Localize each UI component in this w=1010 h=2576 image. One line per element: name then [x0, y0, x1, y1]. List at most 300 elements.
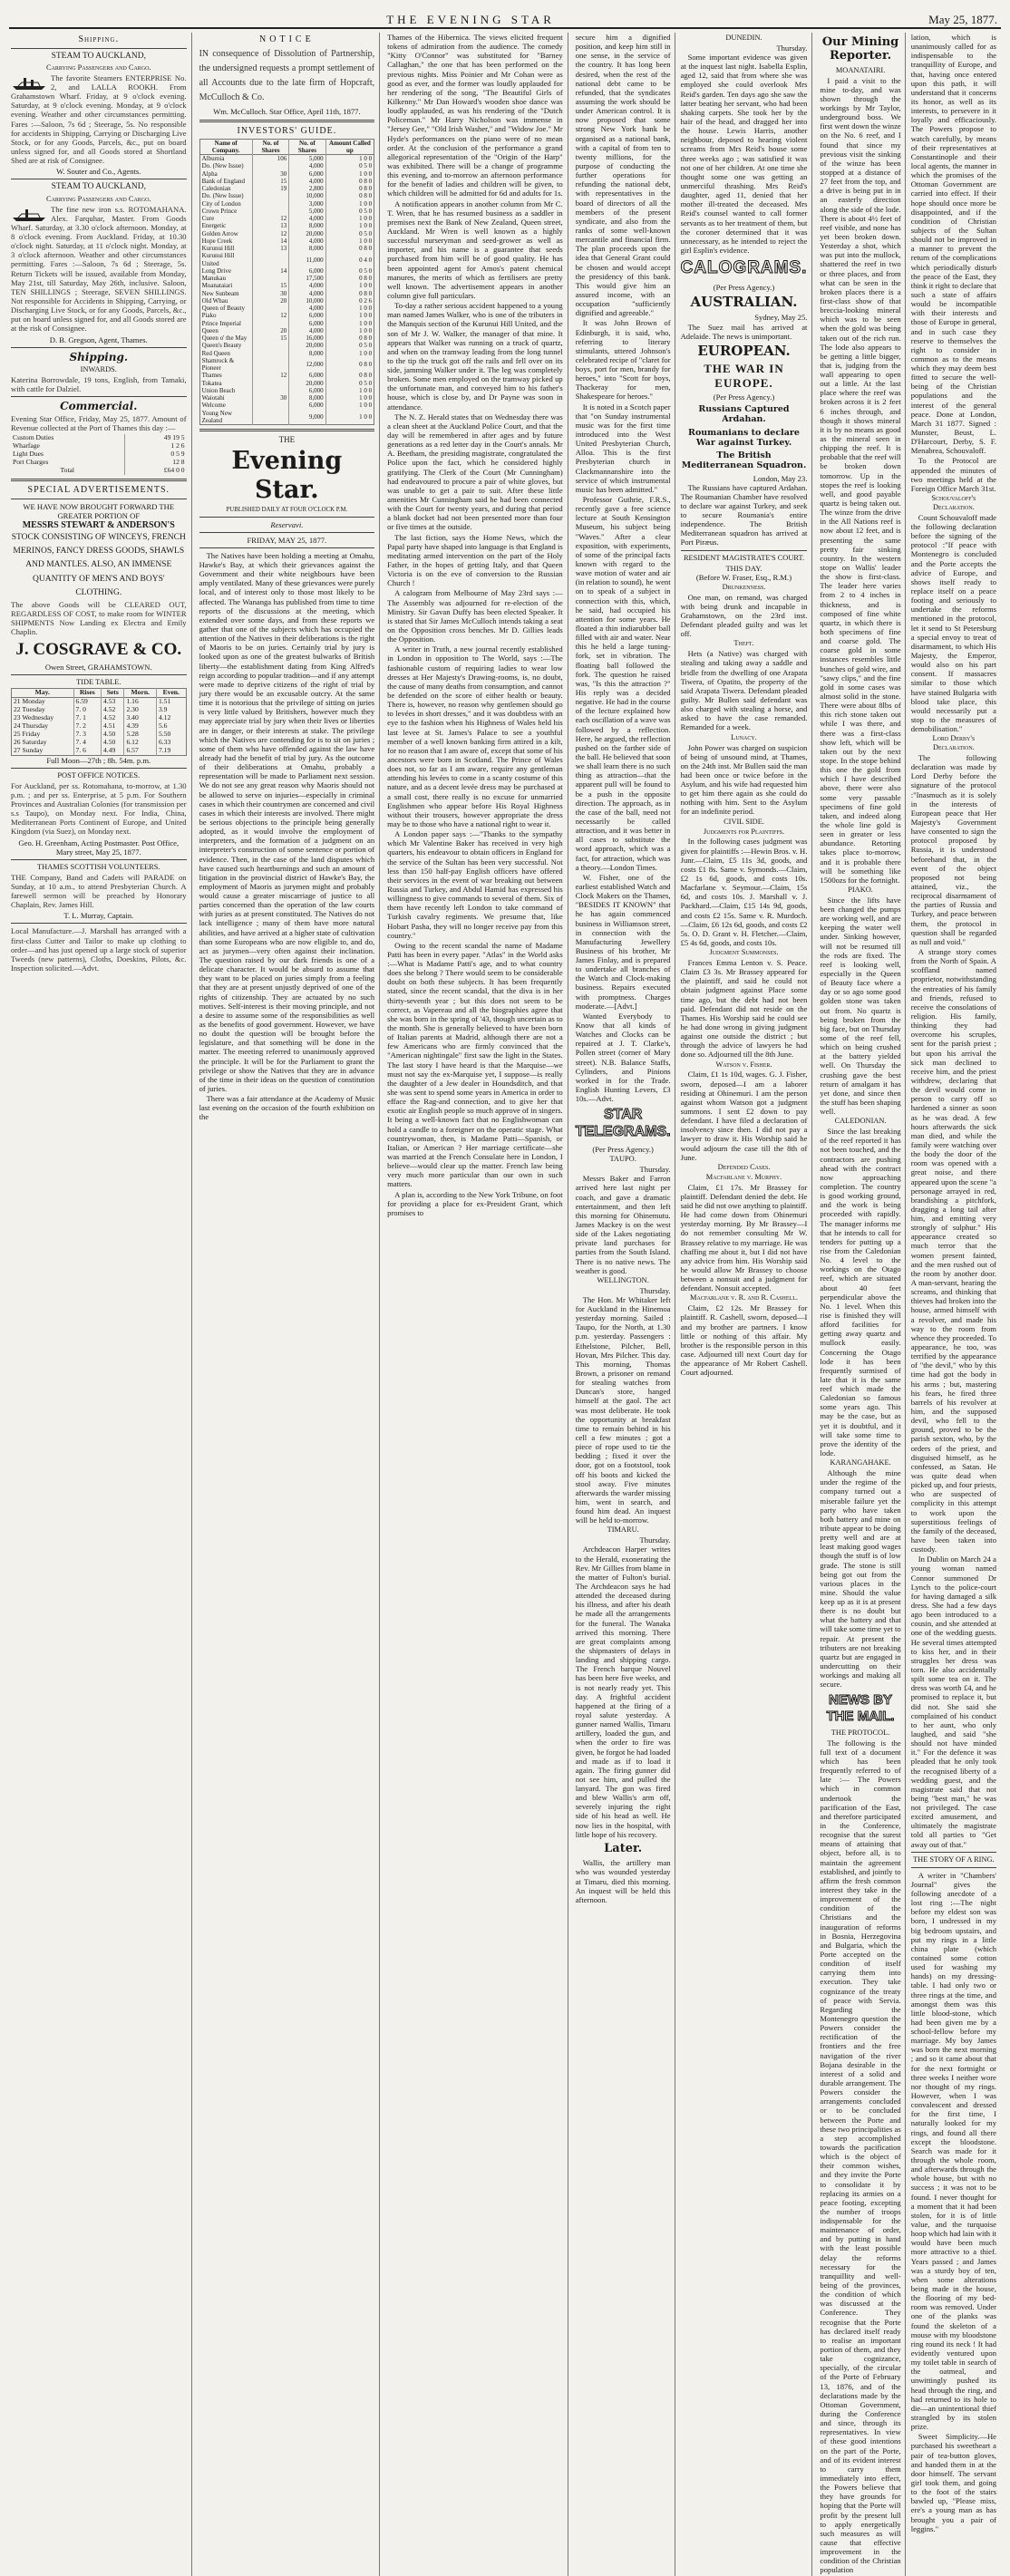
caledonian-heading: CALEDONIAN. — [834, 1117, 887, 1126]
volunteers-body: THE Company, Band and Cadets will PARADE on Sunday, at 10 a.m., to attend Presbyterian Church. A farewell sermon will be preached by Honorary Chaplain, Rev. James Hill. — [11, 872, 187, 910]
table-cell: 14 — [252, 237, 288, 245]
ad1-title: STEAM TO AUCKLAND, — [51, 51, 146, 61]
lunacy-body: John Power was charged on suspicion of being of unsound mind, at Thames, on the 24th inst. Mr Bullen said the man had been once or twice before in the Asylum, and his wife had requested him to get him there again as she could do nothing with him. Sent to the Asylum for an indefinite period. — [680, 742, 808, 817]
rm-court-judge: (Before W. Fraser, Esq., R.M.) — [695, 572, 792, 582]
wellington-heading: WELLINGTON. — [597, 1275, 649, 1284]
table-cell: Waiotahi — [199, 394, 252, 402]
shipping-heading: Shipping. — [78, 34, 120, 44]
inwards-heading: INWARDS. — [80, 364, 117, 373]
protocol-appendix: To the Protocol are appended the minutes of two meetings held at the Foreign Office March 31st. — [910, 456, 996, 493]
table-cell — [252, 252, 288, 267]
table-cell — [252, 342, 288, 349]
column-3 — [385, 33, 568, 2576]
table-cell: 1 0 0 — [359, 215, 373, 223]
table-cell: 6,000 — [289, 170, 325, 178]
dunedin-heading: DUNEDIN. — [725, 34, 762, 42]
australian-heading: AUSTRALIAN. — [690, 293, 798, 310]
table-row — [199, 290, 374, 297]
editorial: The Natives have been holding a meeting at Omahu, Hawke's Bay, at which their grievances against the Government and their white neighbours have been amply ventilated. Many of these grievances were purely local, and of interest only to those most likely to be affected. The Wananga has published from time to time reports of the discussions at the meeting, which extended over some days, and from these reports we gather that one of the subjects which has occupied the attention of the Natives in their deliberations is the right of Maoris to be on juries. Certainly trial by jury is looked upon as one of the greatest bulwarks of British liberty—the establishment dating from King Alfred's reign according to popular tradition—and if any attempt were made to deprive citizens of the right of trial by jury there would be an excusable outcry. At the same time it is notorious that the privilege of sitting on juries is very little valued by Britishers, however much they may appreciate trial by jury when their lives or liberties are in danger, or their interests at stake. The privilege which the Natives are contending for is to sit on juries ; some of them who have offended against the law have already had the benefit of trial by jury. As the outcome of their deliberations at Omahu, probably a representation will be made to Parliament next session. We do not see any great reason why Maoris should not be allowed to serve on injuries—especially in criminal cases in which their countrymen are concerned and civil cases in which their interests are involved. There might be serious objections to the principle being generally adopted, as it would involve the employment of interpreters, and the formation of a judgment on an interpreter's construction of some sentence or portion of evidence. Then, in the case of the land disputes which have caused such heartburnings and such an amount of litigation in the provincial district of Hawke's Bay, the employment of Maoris as jurymen might and probably would cause a greater miscarriage of justice to all parties concerned than the operation of the law courts with juries as at present constituted. The Natives do not lack intelligence ; many of them have more natural abilities, and have arrived at a higher state of cultivation than some Europeans who are now eligible to, and do, act as jurymen—very often against their inclination. The question raised by our dark friends is one of a delicate character. It would be absurd to assume that they want to be placed on juries simply from a feeling that they are at present unjustly deprived of one of the rights of citizenship. They are actuated by no such motives. Self-interest is their moving principle, and not a desire to assume some of the responsibilities as well as the benefits of good government. However, we have no doubt the question will be brought before the legislature, and that something will be done in the matter. The meeting referred to unanimously approved the principle. It will be for the Parliament to grant the privilege or show the Natives that they are in advance of the time in their ideas on the question of constitution of juries. — [199, 550, 375, 1094]
european-heading: EUROPEAN. — [697, 342, 791, 359]
karangahake-body: Although the mine under the regime of the company turned out a miserable failure yet the party who have taken both battery and mine on tribute appear to be doing pretty well and are at least making good wages though the stuff is of low grade. The stone is still being got out from the various places in the mine. Should the value keep up as it is at present there is no doubt but what the battery and that will take some time yet to repair. At present the tributers are not breaking quartz but are engaged in undercutting on their workings and making all secure. — [820, 1468, 901, 1690]
war-headline-2: Roumanians to declare War against Turkey. — [688, 427, 800, 448]
moanataiari-body: I paid a visit to the mine to-day, and was shown through the workings by Mr Taylor, underground boss. We first went down the winze on the No. 6 reef, and I found that since my previous visit the sinking of the winze has been stopped at a distance of 27 feet from the top, and a drive is being put in in an easterly direction along the side of the lode. There is about 4½ feet of reef visible, and none has yet been broken down. Yesterday a shot, which was put into the mullock, shattered the reef in two or three places, and from what can be seen in the broken places there is a first-class show of that breccia-looking mineral which was to be seen when the gold was being taken out of the rich run. The lode also appears to be getting a little bigger, that is, judging from the wall appearing to open out a little. At the last place where the reef was broken across it is 2 feet 6 inches through, and though it shows mineral it is by no means as good as the mineral seen in chipping the reef. It is probable that the reef will be broken down tomorrow. Up in the stopes the reef is looking well, and good payable quartz is being taken out. The winze from the drive in the All Nations reef is now about 12 feet, and is presenting the same pretty fair sinking country. In the western stope on Wallis' leader the show is first-class. The leader here varies from 2 to 4 inches in thickness, and is composed of fine white quartz, in which there is both specimens of fine and coarse gold. The coarse gold in some instances resembles little bunches of gold wire, and "sawy clips," and the fine gold in some cases was almost solid in the stone. There were about 8lbs of this rich stone taken out while I was there, and there was a first-class show left, which will be taken out by the next stope. In the stope behind this one the gold from which I have described above, there were also some very passable specimens of fine gold taken, and indeed along the whole line gold is seen in greater or less abundance. Retorting takes place to-morrow, and it is probable there will be something like 1500ozs for the fortnight. — [820, 75, 901, 885]
table-cell: 6,000 — [289, 387, 325, 394]
table-cell: 4,000 — [289, 162, 325, 169]
table-row: Port Charges 12 8 — [13, 458, 185, 467]
table-row — [199, 394, 374, 402]
rm-court-day: THIS DAY. — [725, 563, 762, 573]
table-cell: 8,000 — [289, 350, 325, 357]
table-row: 25 Friday 7. 3 4.50 5.28 5.50 — [12, 731, 187, 739]
column-2 — [198, 33, 381, 2576]
table-cell: 6,000 — [289, 372, 325, 379]
table-row — [199, 178, 374, 185]
table-cell — [252, 402, 288, 409]
timaru-body: Archdeacon Harper writes to the Herald, exonerating the Rev. Mr Gillies from blame in the matter of Fulton's burial. The Archdeacon says he had attended the deceased during his illness, and after his death he made all the arrangements for the funeral. The Wanaka arrived this morning. There are great complaints among the shipmasters of delays in landing and shipping cargo. The French barque Nouvel has been here five weeks, and is not nearly ready yet. This day. A frightful accident happened at the firing of a royal salute yesterday. A gunner named Wallis, Timaru artillery, loaded the gun, and when the order to fire was given, he forgot he had loaded and made as if to load it again. The firing gunner did not see him, and pulled the lanyard. The gun was fired and blew Wallis's arm off, severely injuring the right side of his head as well. He now lies in the hospital, with little hope of his recovery. — [575, 1545, 671, 1839]
tide-heading: TIDE TABLE. — [76, 678, 121, 687]
table-cell: 15 — [252, 178, 288, 185]
table-cell: 2,800 — [289, 185, 325, 192]
war-heading: THE WAR IN EUROPE. — [704, 362, 784, 390]
table-cell: Crown Prince — [199, 208, 252, 215]
table-cell: 4,000 — [289, 327, 325, 334]
table-row — [199, 334, 374, 342]
table-cell: 12 — [252, 215, 288, 222]
case2-heading: Macfarlane v. R. and R. Cashell. — [690, 1293, 798, 1303]
paper-motto: Reservavi. — [270, 519, 304, 529]
table-cell: 10,000 — [289, 297, 325, 305]
table-cell: 30 — [252, 394, 288, 402]
table-row: 21 Monday 6.59 4.53 1.16 1.51 — [12, 698, 187, 706]
article-calogram: A calogram from Melbourne of May 23rd says :—The Assembly was adjourned for re-election of the Ministry. Sir Gavan Duffy has been elected Speaker. It is stated that Sir James McCulloch intends taking a seat on the Opposition cross benches. Mr D. Gillies leads the Opposition. — [387, 588, 563, 644]
table-row — [199, 162, 374, 169]
table-row — [199, 350, 374, 357]
table-row — [199, 402, 374, 409]
table-row: Custom Duties 49 19 5 — [13, 433, 185, 442]
stewart-ad-clearance: The above Goods will be CLEARED OUT, REGARDLESS OF COST, to make room for WINTER SHIPMENTS Now Landing ex Electra and Emily Chaplin. — [11, 600, 187, 637]
article-truth: A writer in Truth, a new journal recently established in London in opposition to The World, says :—The fashionable custom of requiring ladies to wear low dresses at Her Majesty's Drawing-rooms, is, no doubt, the cause of many deaths from consumption, and cannot be defended on the score of either health or beauty. There is, however, no reason why gentlemen should go to levées in short dresses," and it was doubtless with an eye to the fashion when his Highness of Wales held his last levee at St. James's Palace to see a youthful member of a well known banking firm attired in a kilt, for no reason that I am aware of, except that some of his ancestors were born in Scotland. The Prince of Wales does not, so far as I am aware, require any gentleman attending his levées to come in a scanty costume of this nature, and as a decent levée dress may be purchased at a small cost, there really is no excuse for unmarried Englishmen who appear before His Royal Highness without their trousers, however appropriate the dress may be to those who have a national right to wear it. — [387, 644, 563, 828]
table-cell — [252, 387, 288, 394]
table-cell: Old Whau — [199, 297, 252, 305]
protocol-body: The following is the full text of a document which has been frequently referred to of late :— The Powers which in common undertook the pacification of the East, and therefore participated in the Conference, recognise that the surest means of attaining that object, before all, is to maintain the agreement established, and jointly to affirm the fresh common interest they take in the improvement of the condition of the Christians and the inauguration of reforms in Bosnia, Herzegovina and Bulgaria, which the Porte accepted on the condition of itself carrying them into execution. They take cognizance of the treaty of peace with Servia. Regarding the Montenegro question the Powers consider the rectification of the frontiers and the free navigation of the river Bojana desirable in the interest of a solid and durable arrangement. The Powers consider the arrangements concluded or to be concluded between the Porte and these two principalities as a step accomplished towards the pacification which is the object of their common wishes, and they invite the Porte to consolidate it by replacing its armies on a peace footing, excepting the number of troops indispensable for the maintenance of order, and by putting in hand with the least possible delay the reforms necessary for the tranquillity and well-being of the provinces, the condition of which was discussed at the Conference. They recognise that the Porte has declared itself ready to realise an important portion of them, and they take cognizance, specially, of the circular of the Porte of February 13, 1876, and of the declarations made by the Ottoman Government, during the Conference and since, through its representatives. In view of these good intentions on the part of the Porte, and of its evident interest to carry them immediately into effect, the Powers believe that they have grounds for hoping that the Porte will profit by the present lull to apply energetically such measures as will cause that effective improvement in the condition of the Christian population — [820, 1738, 901, 2575]
commercial-heading: Commercial. — [60, 400, 138, 413]
special-ads-heading: SPECIAL ADVERTISEMENTS. — [27, 485, 170, 496]
table-cell: Red Queen — [199, 350, 252, 357]
table-row: Wharfage 1 2 6 — [13, 441, 185, 450]
table-cell: 0 5 0 — [359, 229, 373, 237]
war-date: London, May 23. — [753, 473, 808, 483]
column-5b — [911, 33, 996, 2576]
tide-table: May. Rises Sets Morn. Even. 21 Monday 6.59 4.53 1.16 1.51 22 Tuesday 7. 0 4.52 2.30 3.9 23 Wednesday 7. 1 4.52 3.40 4.12 24 Thursday 7. 2 4.51 4.39 5.6 25 Friday 7. 3 4.50 5.28 5.50 26 Saturday 7. 4 4.50 6.12 6.33 27 Sunday 7. 6 4.49 6.57 7.19 — [11, 688, 187, 756]
table-cell: 0 4 0 — [359, 256, 373, 264]
article-dublin: In Dublin on March 24 a young woman named Connor summoned Dr Lynch to the police-court for having damaged a silk dress. She had a few days ago been introduced to a cousin, and she attended at one of the wedding guests. He several times attempted to kiss her, and in their struggles her dress was torn. He also accidentally spilt some tea on it. The dress was worth £4, and he promised to replace it, but did not. She said she complained of his conduct to her aunt, who only laughed, and said "she should not have minded it." For the defence it was pleaded that he only took the recognised liberty of a wedding guest, and the magistrate said that not being "best man," he was not privileged. The case excited amusement, and ultimately the magistrate told all parties to "Get away out of that." — [910, 1554, 996, 1849]
table-cell: 8,000 — [289, 222, 325, 229]
lunacy-heading: Lunacy. — [731, 732, 757, 741]
post-office-heading: POST OFFICE NOTICES. — [57, 770, 141, 780]
table-cell: 20 — [252, 297, 288, 305]
post-office-signature: Geo. H. Greenham, Acting Postmaster. Post Office, Mary street, May 25, 1877. — [18, 838, 180, 857]
sweet-simplicity: Sweet Simplicity.—He purchased his sweetheart a pair of tea-button gloves, and handed them in at the door himself. The servant girl took them, and going to the foot of the stairs bawled up, "Please miss, ere's a young man as has brought you a pair of leggins." — [910, 2432, 996, 2533]
stewart-ad-stock: STOCK CONSISTING OF WINCEYS, FRENCH MERINOS, FANCY DRESS GOODS, SHAWLS AND MANTLES. ALSO, AN IMMENSE QUANTITY OF MEN'S AND BOYS' CLOTHING. — [11, 533, 186, 597]
table-cell: 4,000 — [289, 178, 325, 185]
judgment-summons-body: Frances Emma Lenton v. S. Peace. Claim £3 3s. Mr Brassey appeared for the plaintiff, and said he could not obtain judgment against Place some time ago, but the debt had not been paid. Defendant did not reside on the Thames. His Worship said he could see he had done wrong in giving judgment against one outside the district ; but through the advice of lawyers he had done so. Adjourned till the 8th June. — [680, 958, 808, 1060]
table-cell: 6,000 — [289, 267, 325, 275]
later-body: Wallis, the artillery man who was wounded yesterday at Timaru, died this morning. An inquest will be held this afternoon. — [575, 1858, 671, 1904]
table-row — [199, 387, 374, 394]
table-cell: Shamrock & Pioneer — [199, 357, 252, 373]
watson-body: Claim, £1 1s 10d, wages. G. J. Fisher, sworn, deposed—I am a laborer residing at Ohinemuri. I am the person against whom Watson got a judgment summons. I sent £2 down to pay defendant. I have filed a declaration of insolvency since then. I did not pay a lawyer to draw it. His Worship said he would adjourn the case till the 8th of June. — [680, 1070, 808, 1162]
table-cell: 15 — [252, 334, 288, 342]
article-papal: The last fiction, says the Home News, which the Papal party have shaped into language is that England is meditating armed intervention on the part of the Holy Father, in the hopes of getting Italy, and that Queen Victoria is on the eve of conversion to the Russian Church ! — [387, 532, 563, 588]
table-row — [199, 357, 374, 373]
column-5a — [820, 33, 905, 2576]
table-row — [199, 230, 374, 237]
table-cell: 8,000 — [289, 245, 325, 252]
column-5 — [818, 33, 1001, 2576]
ad1-signature: W. Souter and Co., Agents. — [56, 167, 141, 177]
war-sub: (Per Press Agency.) — [713, 392, 775, 402]
table-row — [199, 410, 374, 425]
masthead — [9, 7, 1001, 29]
table-cell: Queen's Beauty — [199, 342, 252, 349]
table-row: 22 Tuesday 7. 0 4.52 2.30 3.9 — [12, 706, 187, 714]
article-patti: Owing to the recent scandal the name of Madame Patti has been in every paper. "Atlas" in the World asks :—What is Madame Patti's age, and to what country does she belong ? There would seem to be considerable doubt on both these subjects. It has been frequently stated, since the recent scandal, that the diva is in her thirty-seventh year ; but this does not seem to be correct, as Vapereau and all the biographies agree that she was born in the spring of '43, though uncertain as to the month. She is generally believed to have been born of Italian parents at Madrid, although there are not a few Americans who are firmly convinced that the "American nightingale" first saw the light in the States. The last story I have heard is that the Marquise—we must not say the ex-Marquise yet, I suppose—is really the daughter of a Jew dealer in Houndsditch, and that she was sent to spend some years in America in order to efface the Rag-and connection, and to give her that exotic air English people so much approve of in singers. It being a well-known fact that no Englishwoman can hold a candle to a foreigner on the operatic stage. What countrywoman, then, is Madame Patti—Spanish, or Italian, or American ? Her marriage certificate—she was married at the French Consulate here in London, I believe—would clear up the matter. French law being very much more particular than our own in such matters. — [387, 940, 563, 1189]
telegrams-sub: (Per Press Agency.) — [592, 1145, 654, 1155]
table-cell: 1 0 0 — [359, 394, 373, 402]
advert-clarke: Wanted Everybody to Know that all kinds of Watches and Clocks can be repaired at J. T. Clarke's, Pollen street (corner of Mary street). N.B. Balance Staffs, Cylinders, and Pinions worked in for the Trade. English Hunting Levers, £3 10s.—Advt. — [575, 1011, 671, 1104]
table-cell: 0 8 0 — [359, 361, 373, 369]
table-row: Light Dues 0 5 9 — [13, 450, 185, 459]
taupo-day: Thursday. — [639, 1165, 671, 1175]
table-cell: 1 0 0 — [359, 402, 373, 410]
taupo-heading: TAUPO. — [609, 1155, 636, 1164]
table-row — [199, 222, 374, 229]
table-cell: Welcome — [199, 402, 252, 409]
war-headline-1: Russians Captured Ardahan. — [698, 404, 790, 425]
notice-signature: Wm. McCulloch. Star Office, April 11th, 1877. — [213, 106, 361, 116]
caledonian-body: Since the last breaking of the reef reported it has not been touched, and the contractors are pushing ahead with the contract now approaching completion. The country is good working ground, and the work is being proceeded with rapidly. The manager informs me that he intends to call for tenders for putting up a rise from the Caledonian No. 4 level to the workings on the Otago reef, which are situated about 40 feet perpendicular above the No. 1 level. When this rise is finished they will afford facilities for getting away quartz and mullock easily. Concerning the Otago lode it has been frequently surmised of late that it is the same reef which made the Caledonian so famous some years ago. This may be the case, but as yet it is doubtful, and it will take some time to prove the identity of the lode. — [820, 1127, 901, 1458]
table-cell: City of London — [199, 200, 252, 208]
table-cell: 6,000 — [289, 402, 325, 409]
table-cell: 1 0 0 — [359, 412, 373, 421]
table-cell — [252, 162, 288, 169]
wellington-day: Thursday. — [639, 1285, 671, 1295]
table-cell: 16,000 — [289, 334, 325, 342]
table-cell: 15 — [252, 282, 288, 289]
drunkenness-heading: Drunkenness. — [722, 582, 766, 591]
table-row — [199, 320, 374, 327]
table-cell: Queen o' the May — [199, 334, 252, 342]
table-row — [199, 372, 374, 379]
column-4 — [574, 33, 813, 2576]
table-cell: 30 — [252, 290, 288, 297]
judgment-summons-heading: Judgment Summonses. — [709, 948, 779, 957]
table-row — [199, 305, 374, 312]
timaru-day: Thursday. — [639, 1535, 671, 1545]
schouvaloff-body: Count Schouvaloff made the following declaration before the signing of the protocol :"If peace with Montenegro is concluded and the Porte accepts the advice of Europe, and shows itself ready to replace itself on a peace footing and seriously to undertake the reforms mentioned in the protocol, let it send to St Petersburg a special envoy to treat of disarmament, to which His Majesty, the Emperor, would also on his part consent. If massacres similar to those which have stained Bulgaria with blood take place, this would necessarily put a stop to the measures of demobilisation." — [910, 512, 996, 734]
table-cell: Hope Creek — [199, 237, 252, 245]
table-cell: Alpha — [199, 170, 252, 178]
table-cell: 0 8 0 — [359, 245, 373, 253]
table-cell: 4,000 — [289, 215, 325, 222]
article-accident: To-day a rather serious accident happened to a young man named James Walker, who is one of the tributers in the Manquis section of the Kurunui Hill United, and the son of Mr J. W. Walker, the manager of that mine. It appears that Walker was running on a truck of quartz, and when on the tramway leading from the long tunnel to the tip the truck got off the rails and fell over on its side, jamming Walker under it. The leg was completely broken. Some men employed on the tramway picked up the unfortunate man, and conveyed him to his father's house, which is close by, and Dr Payne was soon in attendance. — [387, 301, 563, 412]
table-row — [199, 282, 374, 289]
investors-table: Name of Company. No. of Shares No. of Shares Amount Called up Alburnia 106 5,000 1 0 0 Do. (New Issue) 4,000 0 5 0 Alpha 30 6,000 1 0 0 Bank of England 15 4,000 0 8 0 Caledonian 19 2,800 0 8 0 Do. (New Issue) 10,000 0 8 0 City of London 3,000 1 0 0 Crown Prince 5,000 0 5 0 Cure 12 4,000 1 0 0 Energetic 13 8,000 1 0 0 Golden Arrow 12 20,000 0 5 0 Hope Creek 14 4,000 1 0 0 Kurunui Hill 13 8,000 0 8 0 Kurunui Hill United 11,000 0 4 0 Long Drive 14 6,000 0 5 0 Manukau 17,500 0 8 0 Moanataiari 15 4,000 1 0 0 New Sunbeam 30 4,000 0 8 0 Old Whau 20 10,000 0 2 6 Queen of Beauty 4,000 1 0 0 Piako 12 6,000 1 0 0 Prince Imperial 6,000 1 0 0 Queen 20 4,000 1 0 0 Queen o' the May 15 16,000 0 8 0 Queen's Beauty 20,000 0 5 0 Red Queen 8,000 1 0 0 Shamrock & Pioneer 12,000 0 8 0 Thames 12 6,000 0 8 0 Tokatea 20,000 0 5 0 Union Beach 6,000 1 0 0 Waiotahi 30 8,000 1 0 0 Welcome 6,000 1 0 0 Young New Zealand 9,000 1 0 0 — [199, 139, 375, 426]
stewart-ad-body: WE HAVE NOW BROUGHT FORWARD THE GREATER PORTION OF — [23, 502, 175, 521]
table-cell: Energetic — [199, 222, 252, 229]
advert-fisher: W. Fisher, one of the earliest established Watch and Clock Makers on the Thames, "BESIDES IT KNOWN" that he has again commenced business in Williamson street, in connection with the Manufacturing Jewellery Business of his brother, Mr James Finlay, and is prepared to undertake all branches of the Watch and Clock-making business. Repairs executed with promptness. Charges moderate.—[Advt.] — [575, 872, 671, 1011]
wellington-body: The Hon. Mr Whitaker left for Auckland in the Hinemoa yesterday morning. Sailed : Taupo, for the North, at 1.30 p.m. yesterday. Passengers : Ethelstone, Pilcher, Bell, Hovan, Mrs Pilcher. This day. This morning, Thomas Brown, a prisoner on remand for stealing watches from Duncan's store, hanged himself at the gaol. The act was most deliberate. He took the opportunity at breakfast time to remain behind in his cell a few minutes ; got a piece of rope used to tie the bedding ; fixed it over the door, got on a footstool, took off his boots and kicked the stool away. Five minutes afterwards the warder missing him, went in search, and found him dead. An inquest will be held to-morrow. — [575, 1294, 671, 1525]
news-by-mail-heading: NEWS BY THE MAIL. — [826, 1692, 895, 1725]
table-row — [199, 252, 374, 267]
table-row — [199, 192, 374, 199]
column-4b — [681, 33, 808, 2576]
table-cell: 0 5 0 — [359, 342, 373, 350]
inwards-body: Katerina Borrowdale, 19 tons, English, from Tamaki, with cattle for Dalziel. — [11, 374, 187, 393]
drunkenness-body: One man, on remand, was charged with being drunk and incapable in Grahamstown, on the 23rd inst. Defendant pleaded guilty and was let off. — [680, 592, 808, 639]
ad1-body: The favorite Steamers ENTERPRISE No. 2, and LALLA ROOKH. From Grahamstown Wharf. Friday, at 9 o'clock evening. Saturday, at 9 o'clock evening. Monday, at 9 o'clock evening. Weather and other circumstances permitting. Fares :—Saloon, 7s 6d ; Steerage, 5s. No responsible for accidents in Shipping, Carrying or Discharging Live Stock, or for any Goods, Parcels, &c., put on board unless signed for, and all Goods stored at Shortland Shed are at risk of Consignee. — [11, 73, 187, 166]
table-cell: 4,000 — [289, 282, 325, 289]
shipping2-heading: Shipping. — [69, 350, 129, 363]
derby-body: The following declaration was made by Lord Derby before the signature of the protocol :"Inasmuch as it is solely in the interests of European peace that Her Majesty's Government have consented to sign the protocol proposed by Russia, it is understood beforehand that, in the event of the object proposed not being attained, viz., the reciprocal disarmament of the parties of Russia and Turkey, and peace between them, the protocol in question shall be regarded as null and void." — [910, 753, 996, 946]
table-cell: 12 — [252, 230, 288, 237]
ad2-signature: D. B. Gregson, Agent, Thames. — [49, 334, 148, 344]
table-row — [199, 185, 374, 192]
commercial-body: Evening Star Office, Friday, May 25, 1877. Amount of Revenue collected at the Port of Thames this day :— — [11, 414, 187, 433]
table-cell: Do. (New Issue) — [199, 162, 252, 169]
table-cell: 1 0 0 — [359, 305, 373, 313]
post-office-body: For Auckland, per ss. Rotomahana, to-morrow, at 1.30 p.m. ; and per ss. Enterprise, at 5 p.m. For Southern Provinces and Australian Colonies (for transmission per s.s Taupo), on Monday next. For India, China, Mediterranean Ports Continent of Europe, and United Kingdom (via Suez), on Monday next. — [11, 780, 187, 837]
table-row — [199, 170, 374, 178]
ad1-subtitle: Carrying Passengers and Cargo. — [46, 63, 151, 72]
paper-title: Evening Star. — [231, 446, 343, 504]
article-baker: A London paper says :—"Thanks to the sympathy which Mr Valentine Baker has received in very high quarters, his endeavour to obtain officers in England for the service of the Sultan has been very successful. Not less than 150 half-pay English officers have offered their services in the event of war breaking out between Russia and Turkey, and Abdul Hamid has expressed his willingness to give commands to several of them. Six of them have recently left London to take command of Turkish cavalry regiments. We presume that, like Hobart Pasha, they will no longer receive pay from this country." — [387, 829, 563, 940]
table-cell: 8,000 — [289, 394, 325, 402]
table-cell: Kurunui Hill United — [199, 252, 252, 267]
table-cell: 20 — [252, 327, 288, 334]
ring-body: A writer in "Chambers' Journal" gives the following anecdote of a lost ring :—The night before my eldest son was born, I undressed in my big bedroom upstairs, and put my rings in a little china plate (which contained some cotton used for washing my hands) on my dressing-table. I had only two or three rings at the time, and amongst them was this little blood-stone, which had been given me by a school-fellow before my marriage. My boy James was born the next morning ; and so it came about that for the next fortnight or three weeks I neither wore nor thought of my rings. However, when I was convalescent and dressed for the first time, I naturally looked for my rings, and found all there except the bloodstone. Search was made for it through the whole room, and afterwards through the whole house, but with no success ; it was not to be found. I never thought for a moment that it had been stolen, for it is of little value, and the turquoise hoop which had lain with it would have been much more attractive to a thief. Years passed ; and James was a sturdy boy of ten, when some alterations being made in the house, the flooring of my bed-room was removed. Under one of the planks was found the skeleton of a mouse with my bloodstone ring round its neck ! It had evidently ventured upon my toilet table in search of the oatmeal, and unwittingly pushed its head through the ring, and had returned to its hole to die—an unintentional thief strangled by its stolen prize. — [910, 1870, 996, 2432]
masthead-title: THE EVENING STAR — [386, 13, 555, 26]
table-cell: 6,000 — [289, 312, 325, 319]
table-cell: 0 5 0 — [359, 379, 373, 387]
table-cell: 0 8 0 — [359, 334, 373, 343]
table-cell — [252, 350, 288, 357]
article-brown: It was John Brown of Edinburgh, it is said, who, referring to literary stimulants, uttered Johnson's celebrated recipe of "claret for boys, port for men, brandy for heroes," into "Scott for boys, Thackeray for men, Shakespeare for heroes." — [575, 318, 671, 402]
rm-court-heading: RESIDENT MAGISTRATE'S COURT. — [683, 553, 805, 562]
defended-heading: Defended Cases. — [717, 1162, 771, 1171]
table-row — [199, 275, 374, 282]
cosgrave-address: Owen Street, GRAHAMSTOWN. — [44, 663, 152, 672]
table-cell: Young New Zealand — [199, 410, 252, 425]
table-cell — [252, 192, 288, 199]
table-cell: 0 8 0 — [359, 177, 373, 185]
table-cell: 1 0 0 — [359, 326, 373, 334]
piako-heading: PIAKO. — [848, 885, 873, 894]
notice-heading: NOTICE — [259, 34, 315, 44]
stewart-ad-name: MESSRS STEWART & ANDERSON'S — [22, 520, 175, 531]
table-cell — [252, 357, 288, 373]
table-cell: 20,000 — [289, 230, 325, 237]
table-cell: 0 5 0 — [359, 266, 373, 275]
table-row — [199, 297, 374, 305]
theft-body: Hets (a Native) was charged with stealing and taking away a saddle and bridle from the dwelling of one Arapata Tiwera, of Opatito, the property of the said Arapata Tiwera. Defendant pleaded guilty. Mr Bullen said defendant was also charged with stealing a horse, and asked to have the case remanded. Remanded for a week. — [680, 649, 808, 732]
table-row: 23 Wednesday 7. 1 4.52 3.40 4.12 — [12, 714, 187, 722]
table-cell: Alburnia — [199, 155, 252, 163]
table-cell: Manukau — [199, 275, 252, 282]
mining-reporter-heading: Our Mining Reporter. — [821, 35, 899, 63]
table-cell: Thames — [199, 372, 252, 379]
dunedin-body: Some important evidence was given at the inquest last night. Isabella Esplin, aged 12, said that from where she was employed she could overlook Mrs Reid's garden. Ten days ago she saw the latter beating her servant, who had been shaking carpets. She took her by the hair of the head, and dragged her into the house. Lewis Harris, another neighbour, deposed to hearing violent screams from Mrs Reid's house some three weeks ago ; was satisfied it was not one of her children. At one time she thought some one was getting an unmerciful thrashing. Mrs Reid's daughter, aged 11, denied that her mother ill-treated the deceased. Mrs Reid's counsel wanted to call former servants as to her treatment of them, but the coroner determined that it was unnecessary, as he intended to reject the girl Esplin's evidence. — [680, 53, 808, 255]
table-cell: 0 5 0 — [359, 207, 373, 215]
investors-guide-heading: INVESTORS' GUIDE. — [237, 125, 337, 136]
table-cell: 12,000 — [289, 357, 325, 373]
table-row — [199, 267, 374, 275]
table-cell — [252, 305, 288, 312]
table-cell — [252, 200, 288, 208]
table-cell — [252, 320, 288, 327]
moanataiari-heading: MOANATAIRI. — [835, 65, 886, 74]
ad2-body: The fine new iron s.s. ROTOMAHANA. Alex. Farquhar, Master. From Goods Wharf. Saturday, at 3.30 o'clock afternoon. Monday, at 8 o'clock evening. From Auckland. Friday, at 10.30 o'clock night. Saturday, at 11 o'clock night. Monday, at 3 o'clock afternoon. Weather and other circumstances permitting. Fares :—Saloon, 7s 6d ; Steerage, 5s. Return Tickets will be issued, available from Monday, May 21st, till Saturday, May 26th, inclusive. Saloon, TEN SHILLINGS ; Steerage, SEVEN SHILLINGS. Not responsible for Accidents in Shipping, Carrying, or Discharging Live Stock, or for any Goods, Parcels, &c., put on board unless signed for, and all Goods stored are at the risk of Consignee. — [11, 204, 187, 334]
article-hibernica: Thames of the Hibernica. The views elicited frequent tokens of admiration from the audience. The comedy "Kitty O'Connor" was substituted for "Barney Callaghan," the one that has been performed on the previous nights. Miss Poinier and Mr Cohan were as good as ever, and the former was loudly applauded for her rendering of the song, "The Beautiful Girls of Kilkenny." Mr Dan Howard's wooden shoe dance was loudly applauded, as was his rendering of the "Dutch Policeman." Mr Harry Nicholson was immense in "Jersey Gee," "Old Irish Washer," and "Widow Joe." Mr Hyde's performances on the piano were of no mean order. At the conclusion of the performance a grand allegorical representation of the "Origin of the Harp" was exhibited. There will be a change of programme this evening, and to-morrow an afternoon performance for the benefit of ladies and children will be given, to which children will be admitted for 6d and adults for 1s. — [387, 33, 563, 199]
editorial-continued: There was a fair attendance at the Academy of Music last evening on the occasion of the fourth exhibition on the — [199, 1094, 375, 1122]
case1-heading: Macfarlane v. Murphy. — [705, 1172, 782, 1181]
table-cell: 0 8 0 — [359, 275, 373, 283]
ad2-title: STEAM TO AUCKLAND, — [51, 182, 146, 192]
table-row: 24 Thursday 7. 2 4.51 4.39 5.6 — [12, 722, 187, 731]
civil-sub: Judgments for Plaintiffs. — [703, 827, 785, 836]
dateline: FRIDAY, MAY 25, 1877. — [247, 535, 327, 545]
australian-body: The Suez mail has arrived at Adelaide. The news is unimportant. — [680, 322, 808, 341]
table-cell: Queen of Beauty — [199, 305, 252, 312]
volunteers-heading: THAMES SCOTTISH VOLUNTEERS. — [37, 862, 160, 871]
table-cell: 1 0 0 — [359, 319, 373, 327]
column-1 — [9, 33, 192, 2576]
table-cell: Prince Imperial — [199, 320, 252, 327]
article-grant: A plan is, according to the New York Tribune, on foot for providing a place for ex-President Grant, which promises to — [387, 1189, 563, 1217]
table-cell: Do. (New Issue) — [199, 192, 252, 199]
war-body: The Russians have captured Ardahan. The Roumanian Chamber have resolved to declare war against Turkey, and seek to secure Roumania's entire independence. The British Mediterranean squadron has arrived at Port Piræus. — [680, 482, 808, 547]
civil-heading: CIVIL SIDE. — [724, 817, 764, 826]
notice-body: IN consequence of Dissolution of Partnership, the undersigned requests a prompt settlement of all Accounts due to the late firm of Hopcraft, McCulloch & Co. — [199, 48, 375, 102]
table-row — [199, 327, 374, 334]
table-cell: 17,500 — [289, 275, 325, 282]
newspaper-page — [9, 7, 1001, 2575]
table-cell: Piako — [199, 312, 252, 319]
table-row — [199, 155, 374, 163]
local-manufacture-ad: Local Manufacture.—J. Marshall has arranged with a first-class Cutter and Tailor to make up clothing to order—and has just opened up a large stock of superior Tweeds (new patterns), Cloths, Doeskins, Pilots, &c. Inspection solicited.—Advt. — [11, 926, 187, 973]
table-cell: 0 8 0 — [359, 185, 373, 193]
table-cell: 106 — [252, 155, 288, 163]
table-cell: 5,000 — [289, 155, 325, 163]
table-cell: Queen — [199, 327, 252, 334]
table-row — [199, 245, 374, 252]
case2-body: Claim, £2 12s. Mr Brassey for plaintiff. R. Cashell, sworn, deposed—I and my brother are partners. I know little or nothing of this affair. My brother is the responsible person in this case. Adjourned till next Court day for the appearance of Mr Robert Cashell. Court adjourned. — [680, 1303, 808, 1378]
table-cell: New Sunbeam — [199, 290, 252, 297]
civil-body: In the following cases judgment was given for plaintiffs :—Hewin Bros. v. H. Junr.—Claim, £5 11s 3d, goods, and costs £1 8s. Same v. Symonds.—Claim, £2 1s 6d, goods, and costs 10s. Macfarlane v. Seymour.—Claim, 15s 6d, and costs 10s. J. Marshall v. J. Packhard.—Claim, £15 14s 9d, goods, and costs £2 15s. Same v. R. Murdoch.—Claim, £6 12s 6d, goods, and costs £2 5s. O. D. Grant v. H. Fletcher.—Claim, £5 4s 6d, goods, and costs 10s. — [680, 837, 808, 947]
table-cell: Union Beach — [199, 387, 252, 394]
table-cell: 0 8 0 — [359, 192, 373, 200]
cosgrave-title: J. COSGRAVE & CO. — [15, 639, 182, 659]
table-cell: 1 0 0 — [359, 386, 373, 394]
schouvaloff-heading: Schouvaloff's Declaration. — [931, 494, 976, 511]
table-cell: 6,000 — [289, 320, 325, 327]
calograms-heading: CALOGRAMS. — [680, 258, 808, 278]
table-row — [199, 342, 374, 349]
taupo-body: Messrs Baker and Farron arrived here last night per coach, and gave a dramatic entertainment, and then left this morning for Ohinemutu. James Mackey is on the west side of the Lakes negotiating private land purchases for parties from the South Island. There is no native news. The weather is good. — [575, 1174, 671, 1275]
masthead-date: May 25, 1877. — [928, 13, 997, 26]
volunteers-signature: T. L. Murray, Captain. — [63, 911, 134, 921]
ring-heading: THE STORY OF A RING. — [913, 1855, 995, 1864]
table-cell: Caledonian — [199, 185, 252, 192]
table-cell: 1 0 0 — [359, 349, 373, 357]
table-cell — [252, 410, 288, 425]
article-music: It is noted in a Scotch paper that "on Sunday instrumental music was for the first time introduced into the West United Presbyterian Church, Alloa. This is the first Presbyterian church in Clackmannanshire into the service of which instrumental music has been admitted." — [575, 402, 671, 494]
table-cell: 4,000 — [289, 305, 325, 312]
table-row: 26 Saturday 7. 4 4.50 6.12 6.33 — [12, 739, 187, 747]
paper-the: THE — [278, 435, 296, 445]
table-row — [199, 312, 374, 319]
table-row — [199, 208, 374, 215]
table-cell: 1 0 0 — [359, 222, 373, 230]
revenue-table — [11, 434, 187, 475]
table-cell: 13 — [252, 245, 288, 252]
table-cell: 1 0 0 — [359, 199, 373, 208]
table-cell: 12 — [252, 372, 288, 379]
paper-tagline: PUBLISHED DAILY AT FOUR O'CLOCK P.M. — [226, 506, 348, 513]
protocol-heading: THE PROTOCOL. — [830, 1728, 890, 1737]
table-cell: 1 0 0 — [359, 312, 373, 320]
piako-body: Since the lifts have been changed the pumps are working well, and are keeping the water well under. Sinking however, will not be resumed till the rods are fixed. The reef is looking well, especially in the Queen of Beauty face where a day or so ago some good golden stone was taken out from. No quartz is being broken from the big face, but on Thursday some of the reef fell, which on being crushed at the battery yielded well. On Thursday the crushing gave the best return of amalgam it has yet done, and since then the stuff has been shaping well. — [820, 895, 901, 1117]
table-cell: 0 5 0 — [359, 162, 373, 170]
table-row: 27 Sunday 7. 6 4.49 6.57 7.19 — [12, 747, 187, 755]
article-grant-continued: secure him a dignified position, and keep him still in one sense, in the service of the country. It has long been desired, when the rest of the national debt came to be refunded, that the syndicates assuming the work should be under American control. It is now proposed that some strong New York bank be organised as a national bank, with a capital of from ten to twenty millions, for the purpose of conducting the further operations for refunding the national debt, with representatives in the board of directors of all the members of the present syndicate, and also from the ranks of some well-known mercantile and financial firm. The plan proceeds upon the idea that General Grant could be chosen and would accept the presidency of this bank. This would give him an assured income, with an occupation "sufficiently dignified and agreeable." — [575, 33, 671, 318]
table-cell: 10,000 — [289, 192, 325, 199]
table-cell: 5,000 — [289, 208, 325, 215]
table-cell: 19 — [252, 185, 288, 192]
table-cell: 14 — [252, 267, 288, 275]
table-cell: 0 2 6 — [359, 296, 373, 305]
table-cell: 11,000 — [289, 252, 325, 267]
column-4a — [576, 33, 675, 2576]
table-cell: 0 8 0 — [359, 372, 373, 380]
table-cell: 1 0 0 — [359, 282, 373, 290]
derby-heading: Lord Derby's Declaration. — [932, 734, 976, 752]
table-row — [199, 215, 374, 222]
table-cell: 0 8 0 — [359, 289, 373, 297]
ad2-subtitle: Carrying Passengers and Cargo. — [46, 194, 151, 203]
protocol-continued: lation, which is unanimously called for as indispensable to the tranquillity of Europe, and that, having once entered upon this path, it will understand that it concerns its honor, as well as its interests, to persevere in it loyally and efficaciously. The Powers propose to watch carefully, by means of their representatives at Constantinople and their local agents, the manner in which the promises of the Ottoman Government are carried into effect. If their hope should once more be disappointed, and if the condition of Christian subjects of the Sultan should not be improved in a manner to prevent the return of the complications which periodically disturb the peace of the East, they think it right to declare that such a state of affairs would be incompatible with their interests and those of Europe in general, and in such case they reserve to themselves the right to consider in common as to the means which they may deem best fitted to secure the well-being of the Christian populations and the interest of the general peace. Done at London, March 31 1877. Signed : Munster, Beust, L. D'Harcourt, Derby, S. F. Menabrea, Schouvaloff. — [910, 33, 996, 456]
table-cell: Tokatea — [199, 380, 252, 387]
table-row — [199, 200, 374, 208]
table-cell: 1 0 0 — [359, 169, 373, 178]
table-cell: 3,000 — [289, 200, 325, 208]
table-row: Total £64 0 0 — [11, 467, 187, 475]
table-cell: 1 0 0 — [359, 237, 373, 245]
table-cell: Long Drive — [199, 267, 252, 275]
theft-heading: Theft. — [733, 639, 754, 648]
timaru-heading: TIMARU. — [607, 1525, 639, 1535]
table-cell: 12 — [252, 312, 288, 319]
dunedin-day: Thursday. — [776, 43, 808, 53]
telegrams-heading: STAR TELEGRAMS. — [575, 1107, 671, 1140]
steamship-icon — [11, 75, 47, 92]
watson-heading: Watson v. Fisher. — [715, 1060, 772, 1069]
article-wren: A notification appears in another column from Mr C. T. Wren, that he has resumed business as a saddler in premises next the Bank of New Zealand, Queen street, Auckland. Mr Wren is well known as a highly successful nurseryman and seed-grower as well as importer, and his name is a guarantee that seeds purchased from him will be of good quality. He has been appointed agent for Amos's patent chemical manures, the merits of which as fertilisers are pretty well known. The advertisement appears in another column give full particulars. — [387, 199, 563, 300]
table-cell: Kurunui Hill — [199, 245, 252, 252]
table-cell — [252, 380, 288, 387]
table-cell: 9,000 — [289, 410, 325, 425]
steamship-icon — [11, 207, 47, 223]
